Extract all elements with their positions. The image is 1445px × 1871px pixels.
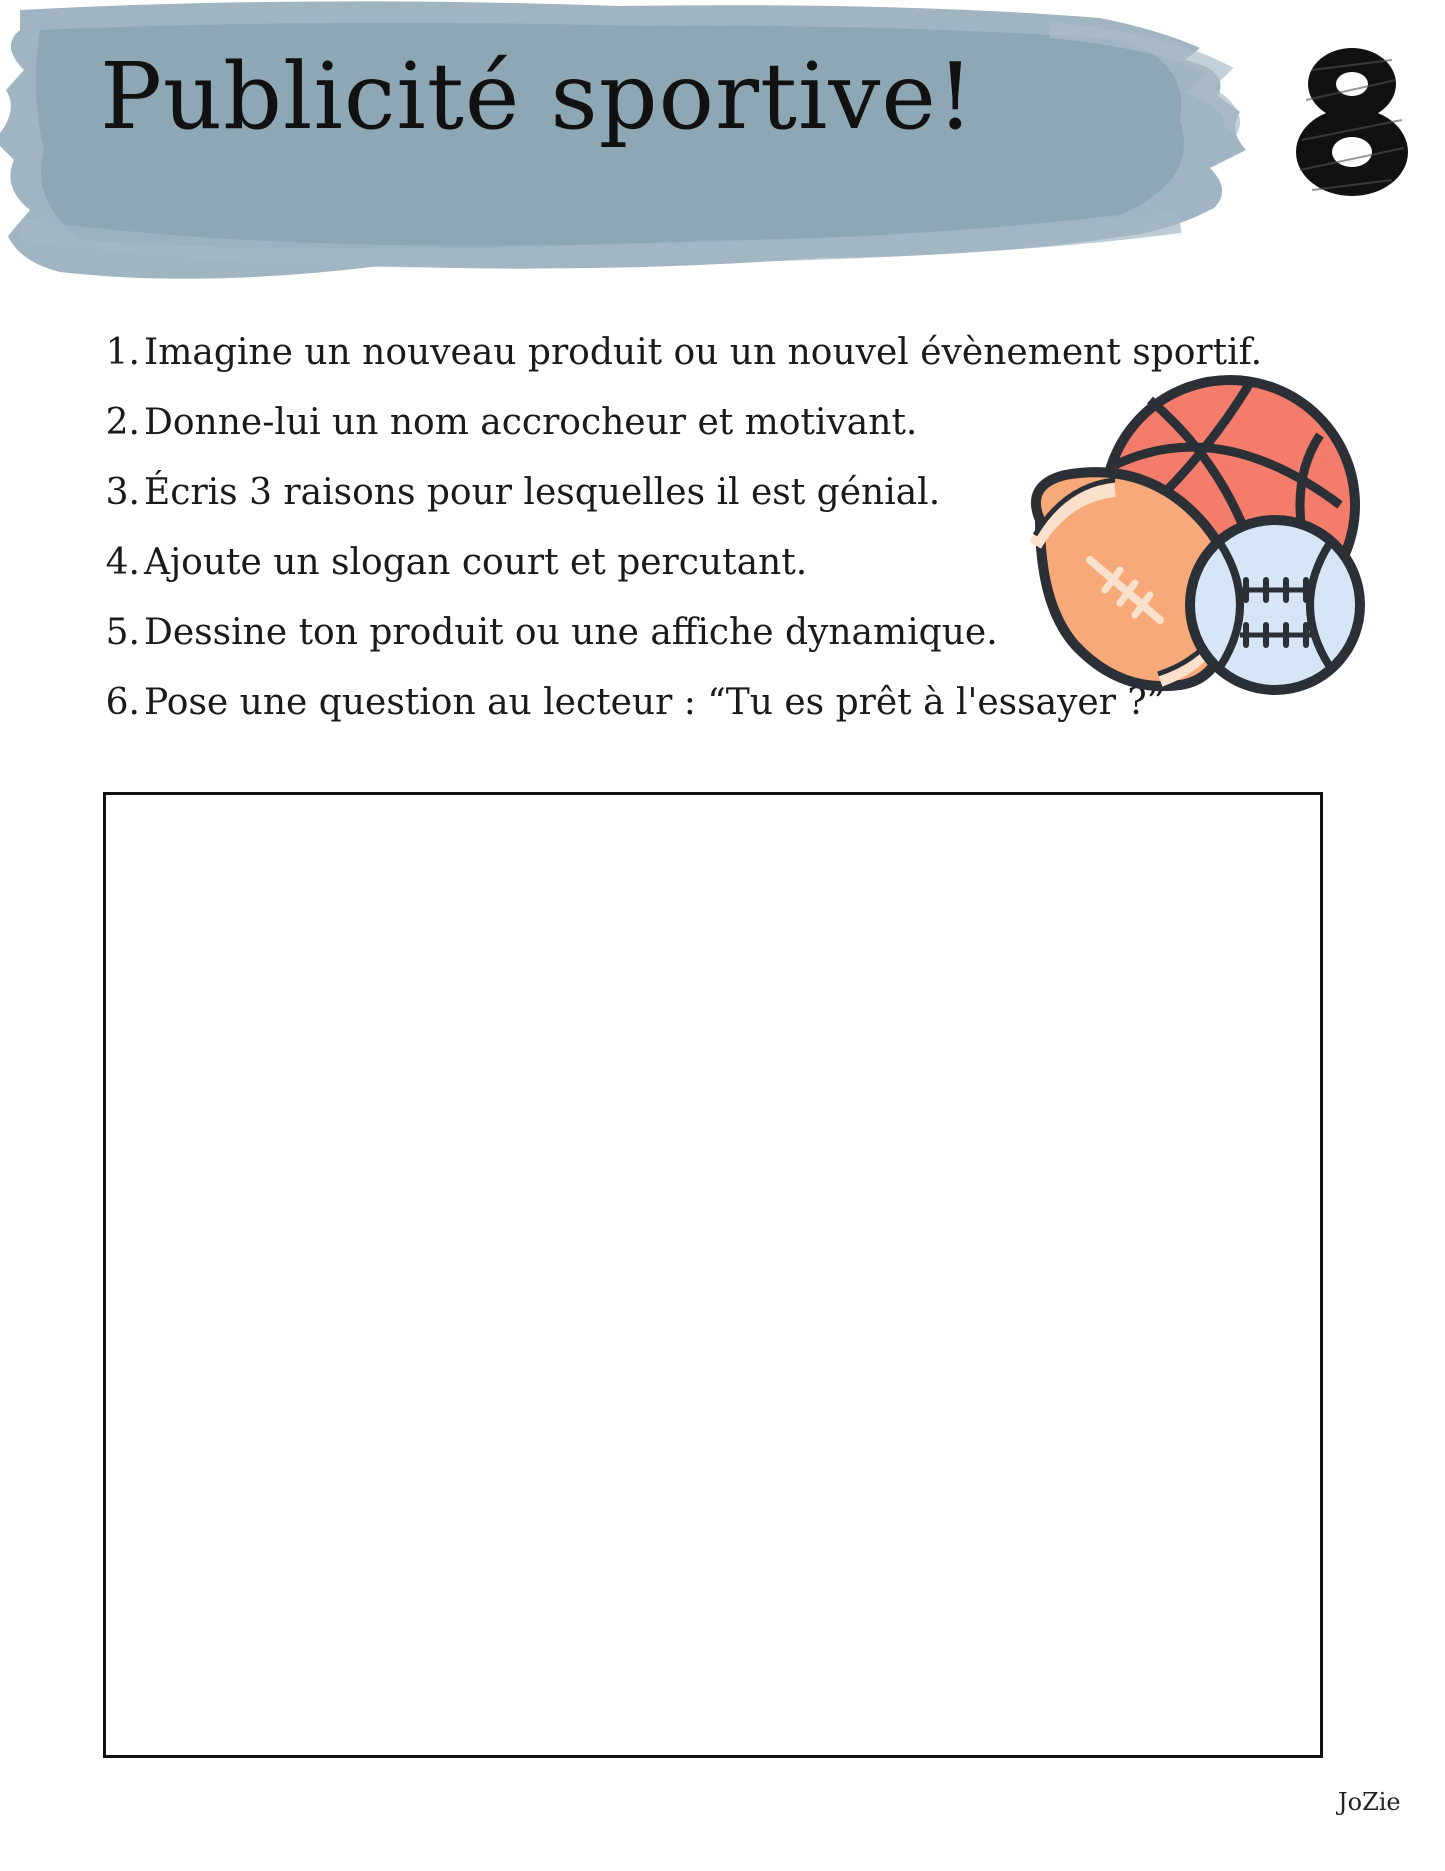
instruction-text: Ajoute un slogan court et percutant. bbox=[144, 542, 808, 583]
baseball-icon bbox=[1190, 520, 1360, 690]
drawing-area[interactable] bbox=[103, 792, 1323, 1758]
author-signature: JoZie bbox=[1338, 1788, 1401, 1816]
instruction-number: 4. bbox=[105, 542, 140, 583]
page-number-icon bbox=[1292, 40, 1412, 200]
page-number-text: 8 bbox=[1351, 148, 1353, 149]
instruction-number: 5. bbox=[105, 612, 140, 653]
instruction-text: Écris 3 raisons pour lesquelles il est génial. bbox=[144, 472, 941, 513]
instruction-text: Donne-lui un nom accrocheur et motivant. bbox=[144, 402, 918, 443]
instruction-number: 3. bbox=[105, 472, 140, 513]
instruction-text: Pose une question au lecteur : “Tu es prêt à l'essayer ?” bbox=[144, 682, 1166, 723]
instruction-text: Dessine ton produit ou une affiche dynamique. bbox=[144, 612, 998, 653]
page-number-badge bbox=[1292, 40, 1412, 200]
instruction-number: 6. bbox=[105, 682, 140, 723]
instruction-text: Imagine un nouveau produit ou un nouvel évènement sportif. bbox=[144, 332, 1263, 373]
sports-balls-icon bbox=[1020, 375, 1365, 715]
page-title: Publicité sportive! bbox=[100, 43, 975, 150]
instruction-number: 2. bbox=[105, 402, 140, 443]
instruction-number: 1. bbox=[105, 332, 140, 373]
